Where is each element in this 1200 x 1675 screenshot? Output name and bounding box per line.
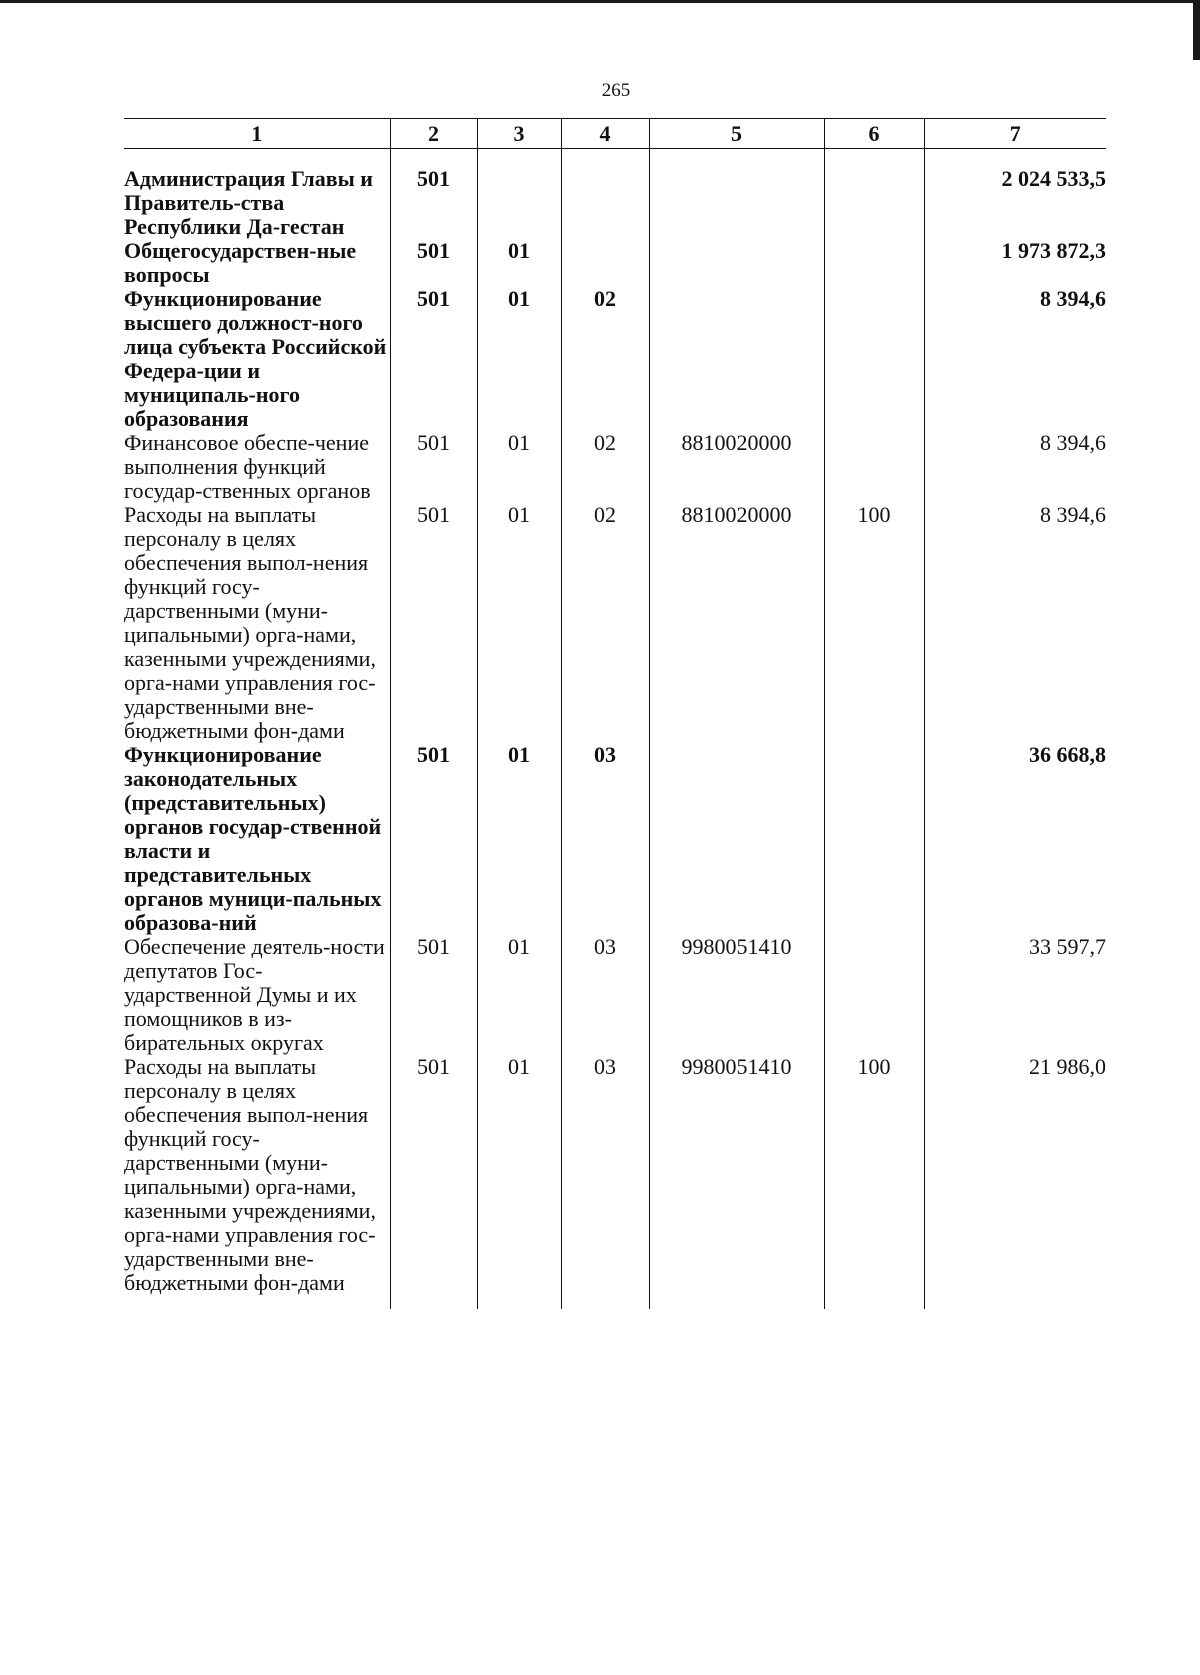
row-code-ministry: 501 xyxy=(390,935,477,1055)
table-row xyxy=(124,1055,1106,1295)
row-code-expense-type xyxy=(824,239,924,287)
row-code-section: 01 xyxy=(477,1055,561,1295)
row-code-ministry: 501 xyxy=(390,239,477,287)
row-code-ministry: 501 xyxy=(390,743,477,935)
row-amount: 21 986,0 xyxy=(924,1055,1106,1295)
row-code-subsection: 02 xyxy=(561,431,649,503)
table-row xyxy=(124,239,1106,287)
row-name: Функционирование высшего должност-ного лица субъекта Российской Федера-ции и муниципаль-ного образования xyxy=(124,286,387,431)
row-code-target: 8810020000 xyxy=(649,503,824,743)
row-code-expense-type: 100 xyxy=(824,503,924,743)
row-code-target xyxy=(649,239,824,287)
column-header-2: 2 xyxy=(390,119,477,149)
row-amount: 36 668,8 xyxy=(924,743,1106,935)
row-code-section: 01 xyxy=(477,431,561,503)
row-code-ministry: 501 xyxy=(390,503,477,743)
row-amount: 8 394,6 xyxy=(924,503,1106,743)
scan-border-right xyxy=(1193,0,1200,60)
row-code-section: 01 xyxy=(477,503,561,743)
row-code-target: 9980051410 xyxy=(649,935,824,1055)
row-code-target xyxy=(649,743,824,935)
column-header-6: 6 xyxy=(824,119,924,149)
spacer-row xyxy=(124,149,1106,168)
scan-border-top xyxy=(0,0,1200,3)
row-code-subsection: 03 xyxy=(561,935,649,1055)
column-header-4: 4 xyxy=(561,119,649,149)
row-name: Общегосударствен-ные вопросы xyxy=(124,238,357,287)
row-code-ministry: 501 xyxy=(390,431,477,503)
row-amount: 33 597,7 xyxy=(924,935,1106,1055)
row-code-target: 8810020000 xyxy=(649,431,824,503)
row-amount: 8 394,6 xyxy=(924,431,1106,503)
row-code-section: 01 xyxy=(477,935,561,1055)
row-code-ministry: 501 xyxy=(390,167,477,239)
column-header-5: 5 xyxy=(649,119,824,149)
row-code-section: 01 xyxy=(477,239,561,287)
row-code-subsection: 02 xyxy=(561,287,649,431)
table-row xyxy=(124,935,1106,1055)
page-number: 265 xyxy=(601,80,631,101)
row-code-expense-type xyxy=(824,287,924,431)
table-row xyxy=(124,503,1106,743)
row-code-subsection: 03 xyxy=(561,743,649,935)
row-code-target xyxy=(649,167,824,239)
row-code-expense-type xyxy=(824,935,924,1055)
row-amount: 1 973 872,3 xyxy=(924,239,1106,287)
row-name: Финансовое обеспе-чение выполнения функций государ-ственных органов xyxy=(124,430,371,503)
row-name: Администрация Главы и Правитель-ства Республики Да-гестан xyxy=(124,166,373,239)
row-amount: 8 394,6 xyxy=(924,287,1106,431)
header-row xyxy=(124,119,1106,149)
row-code-section: 01 xyxy=(477,743,561,935)
table-row xyxy=(124,743,1106,935)
row-amount: 2 024 533,5 xyxy=(924,167,1106,239)
row-code-subsection: 02 xyxy=(561,503,649,743)
row-code-expense-type xyxy=(824,167,924,239)
spacer-row xyxy=(124,1295,1106,1309)
row-name: Функционирование законодательных (представительных) органов государ-ственной власти и представительных органов муници-пальных образова-ний xyxy=(124,742,382,935)
row-code-section: 01 xyxy=(477,287,561,431)
row-code-subsection: 03 xyxy=(561,1055,649,1295)
row-name: Расходы на выплаты персоналу в целях обеспечения выпол-нения функций госу-дарственными (муни-ципальными) орга-нами, казенными учреждениями, орга-нами управления гос-ударственными вне-бюджетными фон-дами xyxy=(124,502,376,743)
table-row xyxy=(124,287,1106,431)
row-code-subsection xyxy=(561,239,649,287)
row-name: Расходы на выплаты персоналу в целях обеспечения выпол-нения функций госу-дарственными (муни-ципальными) орга-нами, казенными учреждениями, орга-нами управления гос-ударственными вне-бюджетными фон-дами xyxy=(124,1054,376,1295)
row-code-subsection xyxy=(561,167,649,239)
row-code-expense-type: 100 xyxy=(824,1055,924,1295)
row-code-ministry: 501 xyxy=(390,287,477,431)
row-code-target xyxy=(649,287,824,431)
row-name: Обеспечение деятель-ности депутатов Гос-ударственной Думы и их помощников в из-бирательных округах xyxy=(124,934,385,1055)
column-header-3: 3 xyxy=(477,119,561,149)
row-code-expense-type xyxy=(824,743,924,935)
column-header-7: 7 xyxy=(924,119,1106,149)
row-code-target: 9980051410 xyxy=(649,1055,824,1295)
row-code-section xyxy=(477,167,561,239)
column-header-1: 1 xyxy=(124,119,390,149)
row-code-ministry: 501 xyxy=(390,1055,477,1295)
row-code-expense-type xyxy=(824,431,924,503)
table-row xyxy=(124,431,1106,503)
budget-table xyxy=(124,118,1106,1309)
table-row xyxy=(124,167,1106,239)
